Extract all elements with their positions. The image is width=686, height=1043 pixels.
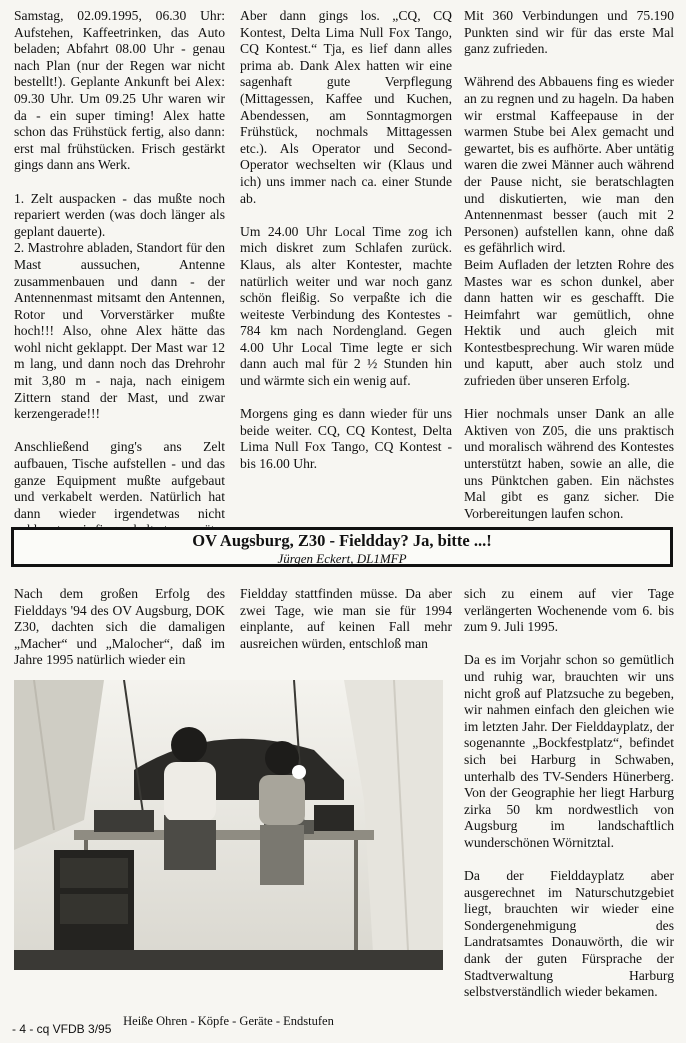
paragraph: Um 24.00 Uhr Local Time zog ich mich diskret zum Schlafen zurück. Klaus, als alter Kontester, machte natürlich weiter und war noch ganz schön fleißig. So verpaßte ich die weiteste Verbindung des Kontestes - 784 km nach Nordengland. Gegen 4.00 Uhr Local Time legte er sich dann auch mal für 2 ½ Stunden hin und wärmte sich ein wenig auf.: [240, 223, 452, 389]
paragraph: Da es im Vorjahr schon so gemütlich und ruhig war, brauchten wir uns nicht groß auf Platzsuche zu begeben, wir nahmen einfach den gleichen wie im letzten Jahr. Der Fielddayplatz, der sogenannte „Bockfestplatz“, befindet sich bei Harburg in Schwaben, unterhalb des TV-Senders Hünerberg. Von der Geographie her liegt Harburg zirka 50 km nordwestlich von Augsburg im landschaftlich wunderschönen Wörnitztal.: [464, 652, 674, 850]
article1-column-2: [240, 8, 452, 489]
article-header-banner: [11, 527, 673, 567]
article1-column-3: [464, 8, 674, 539]
paragraph: Hier nochmals unser Dank an alle Aktiven von Z05, die uns praktisch und moralisch während des Kontestes unterstützt haben, sowie an alle, die uns Pünktchen gaben. Ein nächstes Mal gibt es ganz sicher. Die Vorbereitungen laufen schon.: [464, 406, 674, 521]
paragraph: Während des Abbauens fing es wieder an zu regnen und zu hageln. Da haben wir erstmal Kaffeepause in der warmen Stube bei Alex gemacht und gewartet, bis es aufhörte. Aber untätig waren die zwei Männer auch während der Pause nicht, sie beratschlagten und diskutierten, wie man den Antennenmast besser (auch mit 2 Personen) aufstellen kann, ohne daß es gefährlich wird.: [464, 74, 674, 256]
page-footer: - 4 - cq VFDB 3/95: [12, 1022, 112, 1036]
paragraph: 1. Zelt auspacken - das mußte noch repariert werden (was doch länger als geplant dauerte).: [14, 190, 225, 239]
fieldday-photo: [14, 680, 443, 970]
paragraph: Fieldday stattfinden müsse. Da aber zwei Tage, wie man sie für 1994 einplante, auf keinen Fall mehr ausreichen würden, entschloß man: [240, 586, 452, 651]
paragraph: Mit 360 Verbindungen und 75.190 Punkten sind wir für das erste Mal ganz zufrieden.: [464, 8, 674, 57]
article2-column-2: [240, 586, 452, 669]
article1-column-1: [14, 8, 225, 572]
article2-column-1: [14, 586, 225, 686]
paragraph: Nach dem großen Erfolg des Fielddays '94 des OV Augsburg, DOK Z30, dachten sich die damaligen „Macher“ und „Malocher“, daß im Jahre 1995 natürlich wieder ein: [14, 586, 225, 668]
paragraph: Samstag, 02.09.1995, 06.30 Uhr: Aufstehen, Kaffeetrinken, das Auto beladen; Abfahrt 08.00 Uhr - genau nach Plan (nur der Regen war nicht bestellt!). Geplante Ankunft bei Alex: 09.30 Uhr. Um 09.25 Uhr waren wir da - ein super timing! Alex hatte schon das Frühstück fertig, also dann: erst mal frühstücken. Frisch gestärkt gings dann ans Werk.: [14, 8, 225, 173]
paragraph: Beim Aufladen der letzten Rohre des Mastes war es schon dunkel, aber dann hatten wir es geschafft. Die Heimfahrt war gemütlich, ohne Hektik und auch gleich mit Kontestbesprechung. Wir waren müde und kaputt, aber auch stolz und zufrieden über unseren Erfolg.: [464, 256, 674, 389]
paragraph: 2. Mastrohre abladen, Standort für den Mast aussuchen, Antenne zusammenbauen und dann - der Antennenmast mitsamt den Antennen, Rotor und Vorverstärker mußte hoch!!! Also, ohne Alex hätte das wohl nicht geklappt. Der Mast war 12 m lang, und dann noch das Drehrohr mit 3,80 m - naja, nach einigem Zittern stand der Mast, und zwar kerzengerade!!!: [14, 240, 225, 422]
paragraph: Anschließend ging's ans Zelt aufbauen, Tische aufstellen - und das ganze Equipment mußte aufgebaut und verkabelt werden. Natürlich hat dann wieder irgendetwas nicht: [14, 439, 225, 521]
article-author: Jürgen Eckert, DL1MFP: [277, 551, 407, 566]
photo-caption: Heiße Ohren - Köpfe - Geräte - Endstufen: [123, 1014, 334, 1028]
paragraph: Da der Fielddayplatz aber ausgerechnet im Naturschutzgebiet liegt, brauchten wir wieder eine Sondergenehmigung des Landratsamtes Donauwörth, die wir dank der guten Fürsprache der Stadtverwaltung Harburg selbstverständlich wieder bekamen.: [464, 868, 674, 1000]
article-title: OV Augsburg, Z30 - Fieldday? Ja, bitte ...!: [192, 531, 492, 550]
article2-column-3: [464, 586, 674, 1017]
paragraph: Morgens ging es dann wieder für uns beide weiter. CQ, CQ Kontest, Delta Lima Null Fox Tango, CQ Kontest - bis 16.00 Uhr.: [240, 406, 452, 472]
paragraph: Aber dann gings los. „CQ, CQ Kontest, Delta Lima Null Fox Tango, CQ Kontest.“ Tja, es lief dann alles prima ab. Dank Alex hatten wir eine sagenhaft gute Verpflegung (Mittagessen, Kaffee und Kuchen, Abendessen, am Sonntagmorgen Frühstück, nochmals Mittagessen etc.). Als Operator und Second-Operator wechselten wir (Klaus und ich) uns immer nach ca. einer Stunde ab.: [240, 8, 452, 206]
paragraph: sich zu einem auf vier Tage verlängerten Wochenende vom 6. bis zum 9. Juli 1995.: [464, 586, 674, 635]
